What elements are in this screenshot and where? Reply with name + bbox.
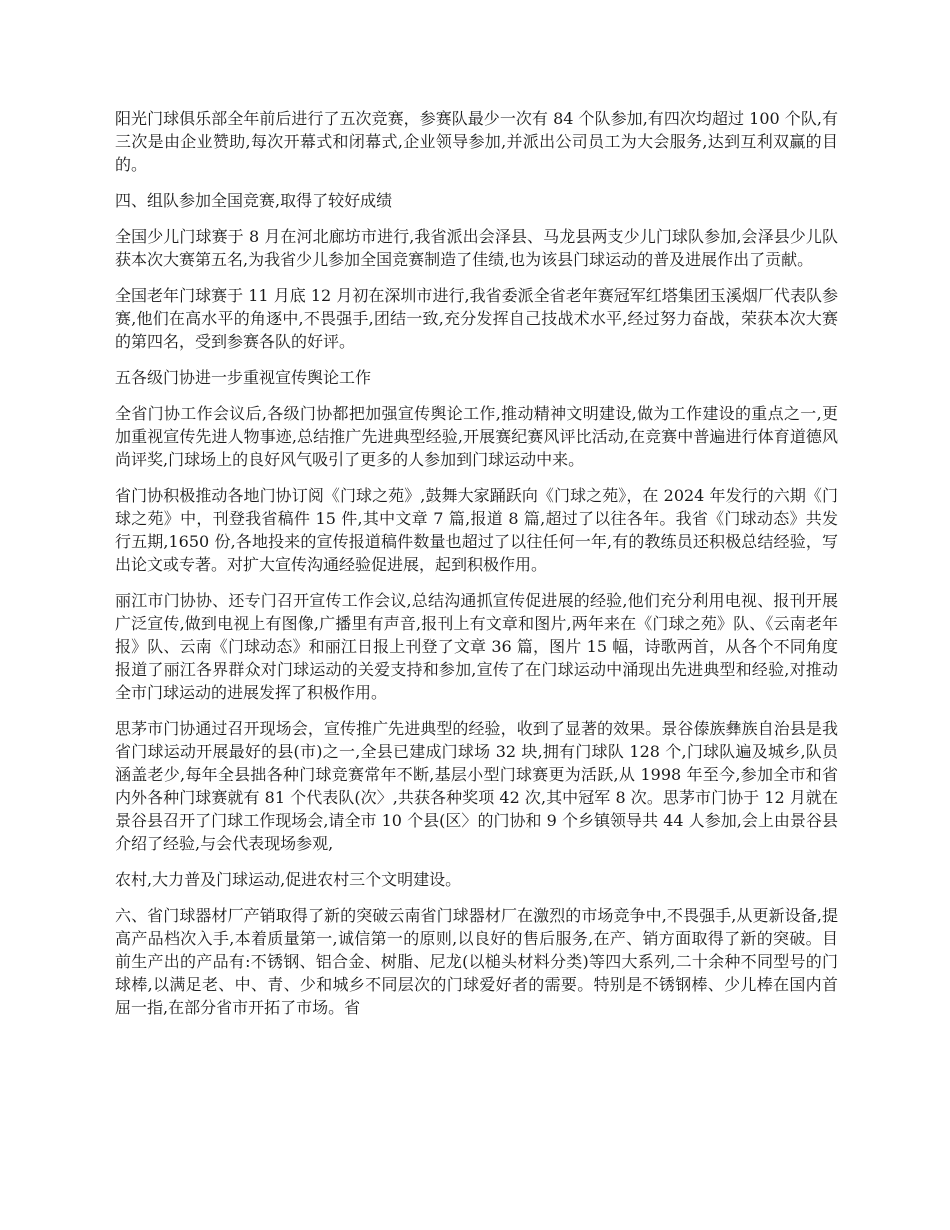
paragraph-youth-national: 全国少儿门球赛于 8 月在河北廊坊市进行,我省派出会泽县、马龙县两支少儿门球队参加,会泽县少儿队获本次大赛第五名,为我省少儿参加全国竞赛制造了佳绩,也为该县门球运动的普及进展作出了贡献。	[115, 227, 838, 269]
paragraph-magazine: 省门协积极推动各地门协订阅《门球之苑》,鼓舞大家踊跃向《门球之苑》，在 2024 年发行的六期《门球之苑》中，刊登我省稿件 15 件,其中文章 7 篇,报道 8 篇,超过了以往各年。我省《门球动态》共发行五期,1650 份,各地投来的宣传报道稿件数量也超过了以往任何一年,有的教练员还积极总结经验，写出论文或专著。对扩大宣传沟通经验促进展，起到积极作用。	[115, 486, 838, 574]
paragraph-senior-national: 全国老年门球赛于 11 月底 12 月初在深圳市进行,我省委派全省老年赛冠军红塔集团玉溪烟厂代表队参赛,他们在高水平的角逐中,不畏强手,团结一致,充分发挥自己技战术水平,经过努力奋战，荣获本次大赛的第四名，受到参赛各队的好评。	[115, 286, 838, 351]
section-heading-4: 四、组队参加全国竞赛,取得了较好成绩	[115, 191, 393, 210]
section-heading-5: 五各级门协进一步重视宣传舆论工作	[115, 368, 372, 387]
paragraph-lijiang: 丽江市门协协、还专门召开宣传工作会议,总结沟通抓宣传促进展的经验,他们充分利用电视、报刊开展广泛宣传,做到电视上有图像,广播里有声音,报刊上有文章和图片,两年来在《门球之苑》队、《云南老年报》队、云南《门球动态》和丽江日报上刊登了文章 36 篇，图片 15 幅，诗歌两首，从各个不同角度报道了丽江各界群众对门球运动的关爱支持和参加,宣传了在门球运动中涌现出先进典型和经验,对推动全市门球运动的进展发挥了积极作用。	[115, 591, 838, 702]
paragraph-equipment-factory: 六、省门球器材厂产销取得了新的突破云南省门球器材厂在激烈的市场竞争中,不畏强手,从更新设备,提高产品档次入手,本着质量第一,诚信第一的原则,以良好的售后服务,在产、销方面取得了新的突破。目前生产出的产品有:不锈钢、铝合金、树脂、尼龙(以槌头材料分类)等四大系列,二十余种不同型号的门球棒,以满足老、中、青、少和城乡不同层次的门球爱好者的需要。特别是不锈钢棒、少儿棒在国内首屈一指,在部分省市开拓了市场。省	[115, 906, 838, 1017]
paragraph-yangguang-club: 阳光门球俱乐部全年前后进行了五次竞赛，参赛队最少一次有 84 个队参加,有四次均超过 100 个队,有三次是由企业赞助,每次开幕式和闭幕式,企业领导参加,并派出公司员工为大会服务,达到互利双赢的目的。	[115, 109, 838, 174]
paragraph-publicity-work: 全省门协工作会议后,各级门协都把加强宣传舆论工作,推动精神文明建设,做为工作建设的重点之一,更加重视宣传先进人物事迹,总结推广先进典型经验,开展赛纪赛风评比活动,在竞赛中普遍进行体育道德风尚评奖,门球场上的良好风气吸引了更多的人参加到门球运动中来。	[115, 404, 838, 469]
paragraph-simao: 思茅市门协通过召开现场会，宣传推广先进典型的经验，收到了显著的效果。景谷傣族彝族自治县是我省门球运动开展最好的县(市)之一,全县已建成门球场 32 块,拥有门球队 128 个,门球队遍及城乡,队员涵盖老少,每年全县拙各种门球竞赛常年不断,基层小型门球赛更为活跃,从 1998 年至今,参加全市和省内外各种门球赛就有 81 个代表队(次〉,共获各种奖项 42 次,其中冠军 8 次。思茅市门协于 12 月就在景谷县召开了门球工作现场会,请全市 10 个县(区〉的门协和 9 个乡镇领导共 44 人参加,会上由景谷县介绍了经验,与会代表现场参观,	[115, 719, 838, 853]
paragraph-rural: 农村,大力普及门球运动,促进农村三个文明建设。	[115, 870, 462, 889]
